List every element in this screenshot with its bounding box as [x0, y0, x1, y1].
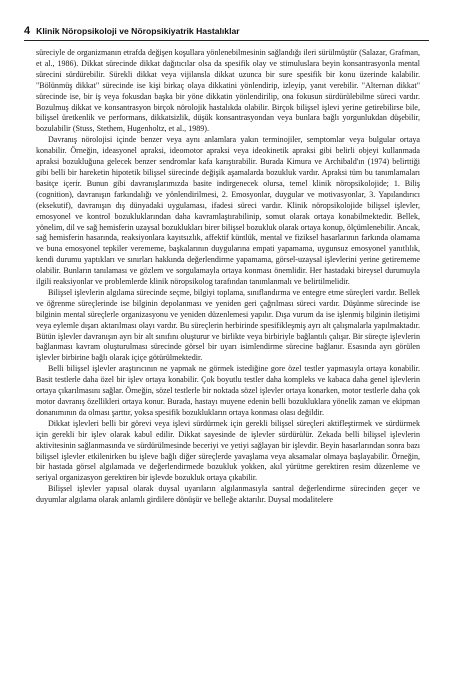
running-header: [24, 22, 429, 40]
paragraph: Davranış nörolojisi içinde benzer veya aynı anlamlara yakın terminojiler, semptomlar veya bulgular ortaya konabilir. Örneğin, ideasyonel apraksi, ideomotor apraksi veya ideokinetik apraksi gibi belirli objeyi kullanmada apraksi bozukluğuna gelecek benzer sendromlar kafa karıştırabilir. Burada Kimura ve Archibald'ın (1974) belirttiği gibi belli bir hareketin hipotetik bilişsel sürecinde değişik aşamalarda bozukluk vardır. Apraksi tüm bu tanımlamaları basitçe içerir. Bunun gibi davranışlarımızda basite indirgenecek olursa, temel klinik nöropsikolojide; 1. Biliş (cognition), davranışın farkındalığı ve yönlendirilmesi, 2. Emosyonlar, duygular ve motivasyonlar, 3. Yapılandırıcı (eksekutif), davranışın dış dünyadaki uygulaması, ifadesi süreci vardır. Klinik nöropsikolojide bilişsel işlevler, emosyonel ve kontrol bozukluklarından daha kavramlaştırabilinip, somut olarak ortaya konabilmektedir. Bellek, yönelim, dil ve sağ hemisferin uzaysal bozuklukları birer bilişsel bozukluk olarak ortaya konup, ölçümlenebilir. Ancak, sağ hemisferin hasarında, reaksiyonlara kayıtsızlık, affektif küntlük, mental ve fiziksel hasarlarının farkında olamama ve buna emosyonel tepkiler verememe, başkalarının duygularına empati yapamama, uygunsuz emosyonel yanıtlılık, kendi durumu yaptıkları ve sınırları hakkında değerlendirme yapamama, görsel-uzaysal işlevlerini yerine getirememe olabilir. Bunların tanılaması ve gözlem ve sorgulamayla ortaya konması önemlidir. Her hastadaki bireysel durumuyla ilgili reaksiyonlar ve problemlerde klinik nöropsikolog tarafından tanımlanmalı ve belirtilmelidir.: [36, 135, 420, 287]
page-number: 4: [24, 25, 31, 37]
paragraph: Dikkat işlevleri belli bir görevi veya işlevi sürdürmek için gerekli bilişsel süreçleri aktifleştirmek ve sürdürmek için gerekli bir işlev olarak kabul edilir. Dikkat sayesinde de işlevler sürdürülür. Zekada belli bilişsel işlevlerin aktivitesinin sağlanmasında ve sürdürülmesinde beceriyi ve yetiyi sağlayan bir işlevdir. Beyin hasarlarından sonra bazı bilişsel işlevler etkilenirken bu işleve bağlı diğer süreçlerde yavaşlama veya aksamalar olmaya başlayabilir. Örneğin, bir hastada görsel algılamada ve değerlendirmede bozukluk yokken, akıl yürütme gerektiren resim düzenleme ve seriyal organizasyon gerektiren bir işlevde bozukluk ortaya çıkabilir.: [36, 418, 420, 483]
running-header-title: Klinik Nöropsikoloji ve Nöropsikiyatrik Hastalıklar: [36, 26, 240, 36]
header-rule: [24, 40, 429, 41]
paragraph: Bilişsel işlevlerin algılama sürecinde seçme, bilgiyi toplama, sınıflandırma ve entegre etme süreçleri vardır. Bellek ve öğrenme süreçlerinde ise bilginin depolanması ve yeniden geri çağrılması süreci vardır. Düşünme sürecinde ise bilginin mental süreçlerle organizasyonu ve yeniden düzenlemesi yapılır. Dışa vurum da ise işlenmiş bilginin iletişimi veya eylemle dışarı aktarılması olayı vardır. Bu süreçlerin herbirinde spesifikleşmiş ayrı alt çalışmalarla yapılmaktadır. Bütün işlevler davranışın ayrı bir alt sınıfını oluşturur ve birlikte veya birbiriyle bağlantılı çalışır. Bir süreçte işlevlerin bağlanması kavram oluşturulması sürecinde görsel bir uyarı isimlendirme sürecine bağlanır. Esasında ayrı görülen işlevler birbirine bağlı olarak içiçe götürülmektedir.: [36, 287, 420, 363]
paragraph: Bilişsel işlevler yapısal olarak duysal uyarıların algılanmasıyla santral değerlendirme sürecinden geçer ve duyumlar algılama olarak anlamlı girdilere dönüşür ve belleğe aktarılır. Duysal modalitelere: [36, 484, 420, 505]
paragraph: Belli bilişsel işlevler araştırıcının ne yapmak ne görmek istediğine gore özel testler yapmasıyla ortaya konabilir. Basit testlerle daha özel bir işlev ortaya konabilir. Çok boyutlu testler daha kompleks ve kabaca daha genel işlevlerin ortaya çıkarılmasını sağlar. Örneğin, sözel testlerle bir noktada sözel işlevler ortaya konarken, motor testlerle daha çok motor davranış özellikleri ortaya konur. Burada, hastayı muyene edenin belli bozukluklara yönelik zaman ve ekipman donanımının da olması şarttır, yoksa spesifik bozuklukların ortaya konması olası değildir.: [36, 364, 420, 417]
body-text: [36, 48, 420, 670]
paragraph: süreciyle de organizmanın etrafda değişen koşullara yönlenebilmesinin sağlandığı ileri sürülmüştür (Salazar, Grafman, et al., 1986). Dikkat sürecinde dikkat dağıtıcılar olsa da spesifik olay ve stimuluslara beyin konsantrasyonla mental sürecini sürdürebilir. Sürekli dikkat veya vijilansla dikkat uzunca bir sure spesifik bir konu üzerinde kalabilir. "Bölünmüş dikkat" sürecinde ise kişi birkaç olaya dikkatini yönlendirip, izleyip, yanıt verebilir. "Alternan dikkat" sürecinde ise, bir iş veya fokusdan başka bir yöne dikkatin yönlendirilip, ona fokusun sürdürülebilme süreci vardır. Bozulmuş dikkat ve konsantrasyon birçok nörolojik hastalıkda olabilir. Birçok bilişsel işlevi yerine getirebilirse bile, bilişsel üretkenlik ve performans, dikkatsizlik, düşük konsantrasyondan veya bunlara bağlı yorgunlukdan düşebilir, bozulabilir (Stuss, Stethem, Hugenholtz, et al., 1989).: [36, 48, 420, 134]
